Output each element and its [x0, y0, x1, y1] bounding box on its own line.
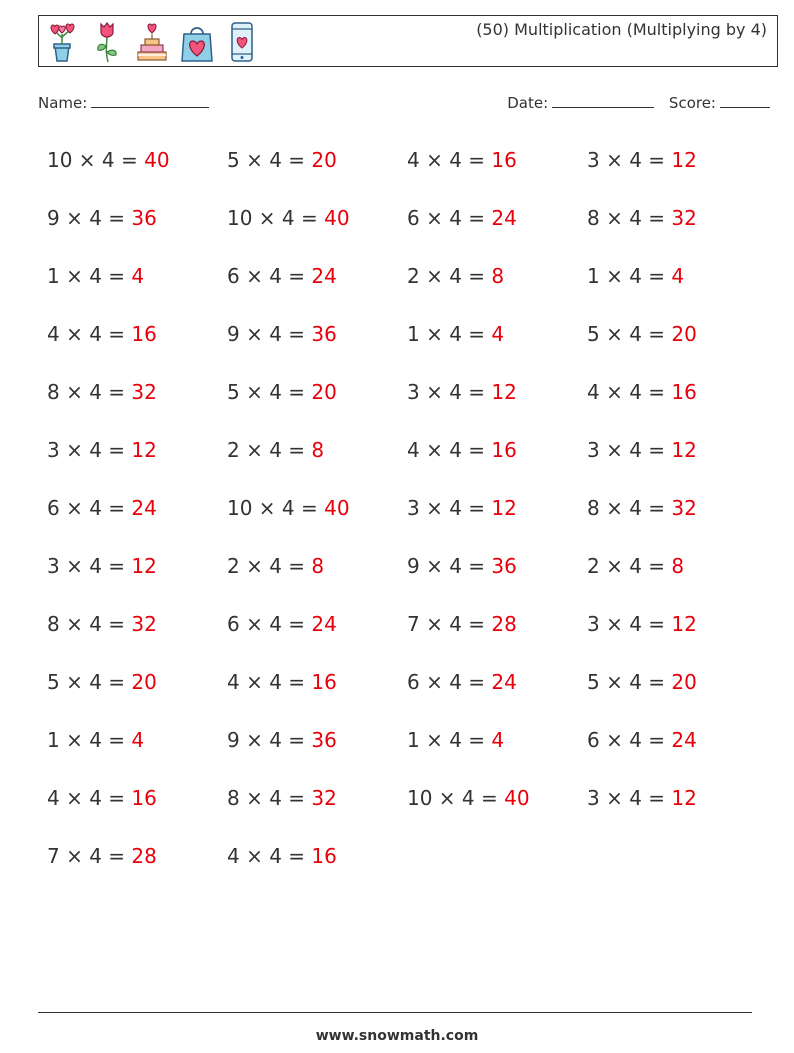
problem-answer: 16 [671, 380, 697, 404]
problem-answer: 4 [131, 728, 145, 752]
problem-grid [47, 144, 767, 898]
problem-item [407, 666, 587, 724]
problem-question: 1 × 4 = [407, 322, 492, 346]
problem-answer: 24 [131, 496, 157, 520]
problem-question: 4 × 4 = [227, 844, 312, 868]
problem-question: 5 × 4 = [587, 322, 672, 346]
problem-question: 1 × 4 = [47, 728, 132, 752]
problem-answer: 8 [311, 554, 325, 578]
problem-item [587, 260, 767, 318]
problem-question: 6 × 4 = [227, 612, 312, 636]
problem-answer: 12 [131, 438, 157, 462]
problem-answer: 36 [131, 206, 157, 230]
worksheet-header [38, 15, 778, 67]
problem-item [227, 840, 407, 898]
problem-item [227, 434, 407, 492]
problem-item [227, 202, 407, 260]
problem-question: 7 × 4 = [47, 844, 132, 868]
problem-question: 5 × 4 = [227, 380, 312, 404]
problem-item [47, 202, 227, 260]
problem-answer: 16 [131, 786, 157, 810]
problem-item [227, 318, 407, 376]
problem-item [407, 202, 587, 260]
problem-item [227, 666, 407, 724]
problem-item [407, 724, 587, 782]
problem-item [227, 608, 407, 666]
problem-question: 6 × 4 = [47, 496, 132, 520]
problem-question: 4 × 4 = [47, 322, 132, 346]
problem-item [587, 376, 767, 434]
problem-item [587, 666, 767, 724]
problem-answer: 24 [311, 264, 337, 288]
problem-question: 3 × 4 = [407, 380, 492, 404]
problem-question: 2 × 4 = [227, 438, 312, 462]
problem-question: 9 × 4 = [227, 728, 312, 752]
problem-question: 4 × 4 = [407, 148, 492, 172]
problem-question: 9 × 4 = [47, 206, 132, 230]
problem-answer: 24 [671, 728, 697, 752]
problem-question: 6 × 4 = [407, 670, 492, 694]
problem-answer: 36 [311, 728, 337, 752]
problem-answer: 12 [491, 380, 517, 404]
problem-question: 5 × 4 = [47, 670, 132, 694]
problem-item [407, 318, 587, 376]
problem-item [407, 782, 587, 840]
problem-item [587, 492, 767, 550]
problem-answer: 4 [671, 264, 685, 288]
heart-flower-pot-icon [45, 20, 79, 64]
problem-item [587, 434, 767, 492]
problem-question: 5 × 4 = [587, 670, 672, 694]
problem-question: 6 × 4 = [227, 264, 312, 288]
problem-item [587, 202, 767, 260]
problem-question: 8 × 4 = [47, 612, 132, 636]
problem-question: 9 × 4 = [227, 322, 312, 346]
problem-item [587, 144, 767, 202]
problem-answer: 40 [504, 786, 530, 810]
problem-item [227, 724, 407, 782]
problem-item [47, 782, 227, 840]
problem-answer: 4 [131, 264, 145, 288]
problem-question: 6 × 4 = [407, 206, 492, 230]
problem-item [227, 376, 407, 434]
problem-question: 7 × 4 = [407, 612, 492, 636]
problem-answer: 16 [311, 670, 337, 694]
date-score-fields [507, 93, 770, 112]
problem-question: 4 × 4 = [587, 380, 672, 404]
problem-item [227, 492, 407, 550]
problem-item [407, 376, 587, 434]
problem-answer: 32 [311, 786, 337, 810]
problem-answer: 16 [491, 148, 517, 172]
problem-item [407, 550, 587, 608]
problem-answer: 12 [671, 786, 697, 810]
heart-cake-icon [135, 20, 169, 64]
problem-item [407, 434, 587, 492]
problem-answer: 24 [311, 612, 337, 636]
problem-answer: 20 [671, 670, 697, 694]
problem-answer: 32 [131, 612, 157, 636]
problem-question: 10 × 4 = [47, 148, 145, 172]
problem-answer: 20 [311, 380, 337, 404]
problem-question: 1 × 4 = [587, 264, 672, 288]
problem-answer: 40 [324, 206, 350, 230]
heart-shopping-bag-icon [180, 20, 214, 64]
problem-item [227, 782, 407, 840]
problem-answer: 4 [491, 728, 505, 752]
problem-answer: 32 [671, 496, 697, 520]
problem-answer: 24 [491, 670, 517, 694]
problem-answer: 12 [671, 438, 697, 462]
problem-question: 3 × 4 = [587, 148, 672, 172]
problem-item [407, 144, 587, 202]
problem-answer: 32 [131, 380, 157, 404]
problem-item [47, 376, 227, 434]
problem-item [407, 608, 587, 666]
problem-item [587, 550, 767, 608]
problem-question: 2 × 4 = [227, 554, 312, 578]
problem-question: 4 × 4 = [407, 438, 492, 462]
date-label: Date: [507, 94, 549, 112]
problem-answer: 8 [491, 264, 505, 288]
problem-item [47, 318, 227, 376]
problem-answer: 12 [671, 148, 697, 172]
problem-question: 2 × 4 = [407, 264, 492, 288]
problem-answer: 40 [144, 148, 170, 172]
problem-question: 3 × 4 = [407, 496, 492, 520]
problem-item [47, 608, 227, 666]
name-field [38, 93, 209, 112]
problem-question: 1 × 4 = [407, 728, 492, 752]
problem-item [587, 318, 767, 376]
problem-answer: 8 [671, 554, 685, 578]
score-label: Score: [668, 94, 716, 112]
problem-answer: 20 [671, 322, 697, 346]
name-blank[interactable] [91, 93, 209, 108]
problem-question: 8 × 4 = [587, 206, 672, 230]
problem-question: 3 × 4 = [47, 554, 132, 578]
footer-divider [38, 1012, 752, 1013]
problem-question: 3 × 4 = [47, 438, 132, 462]
problem-answer: 28 [491, 612, 517, 636]
problem-answer: 8 [311, 438, 325, 462]
problem-question: 8 × 4 = [47, 380, 132, 404]
problem-answer: 36 [311, 322, 337, 346]
problem-answer: 4 [491, 322, 505, 346]
worksheet-title: (50) Multiplication (Multiplying by 4) [476, 20, 767, 39]
problem-answer: 16 [131, 322, 157, 346]
problem-item [227, 550, 407, 608]
problem-answer: 16 [491, 438, 517, 462]
problem-question: 2 × 4 = [587, 554, 672, 578]
problem-question: 10 × 4 = [227, 496, 325, 520]
problem-answer: 40 [324, 496, 350, 520]
problem-question: 10 × 4 = [407, 786, 505, 810]
problem-item [407, 260, 587, 318]
problem-item [407, 492, 587, 550]
rose-icon [90, 20, 124, 64]
problem-answer: 32 [671, 206, 697, 230]
footer-url: www.snowmath.com [315, 1028, 479, 1044]
problem-answer: 20 [131, 670, 157, 694]
problem-answer: 16 [311, 844, 337, 868]
problem-answer: 28 [131, 844, 157, 868]
problem-item [47, 144, 227, 202]
name-label: Name: [38, 94, 88, 112]
problem-item [227, 260, 407, 318]
problem-question: 5 × 4 = [227, 148, 312, 172]
problem-question: 3 × 4 = [587, 438, 672, 462]
problem-answer: 24 [491, 206, 517, 230]
problem-question: 8 × 4 = [587, 496, 672, 520]
student-info-row [38, 93, 770, 115]
problem-question: 9 × 4 = [407, 554, 492, 578]
problem-question: 8 × 4 = [227, 786, 312, 810]
header-icons [45, 19, 270, 65]
problem-question: 4 × 4 = [227, 670, 312, 694]
problem-question: 6 × 4 = [587, 728, 672, 752]
problem-answer: 36 [491, 554, 517, 578]
problem-item [47, 550, 227, 608]
problem-question: 3 × 4 = [587, 612, 672, 636]
heart-phone-icon [225, 20, 259, 64]
problem-item [47, 724, 227, 782]
problem-item [587, 724, 767, 782]
problem-question: 4 × 4 = [47, 786, 132, 810]
problem-answer: 12 [131, 554, 157, 578]
problem-answer: 12 [671, 612, 697, 636]
problem-item [587, 608, 767, 666]
problem-question: 1 × 4 = [47, 264, 132, 288]
date-blank[interactable] [552, 93, 654, 108]
problem-item [47, 666, 227, 724]
problem-answer: 20 [311, 148, 337, 172]
problem-question: 10 × 4 = [227, 206, 325, 230]
problem-item [47, 840, 227, 898]
problem-item [47, 492, 227, 550]
problem-item [47, 434, 227, 492]
score-blank[interactable] [720, 93, 770, 108]
problem-item [227, 144, 407, 202]
problem-answer: 12 [491, 496, 517, 520]
problem-item [587, 782, 767, 840]
problem-item [47, 260, 227, 318]
problem-question: 3 × 4 = [587, 786, 672, 810]
